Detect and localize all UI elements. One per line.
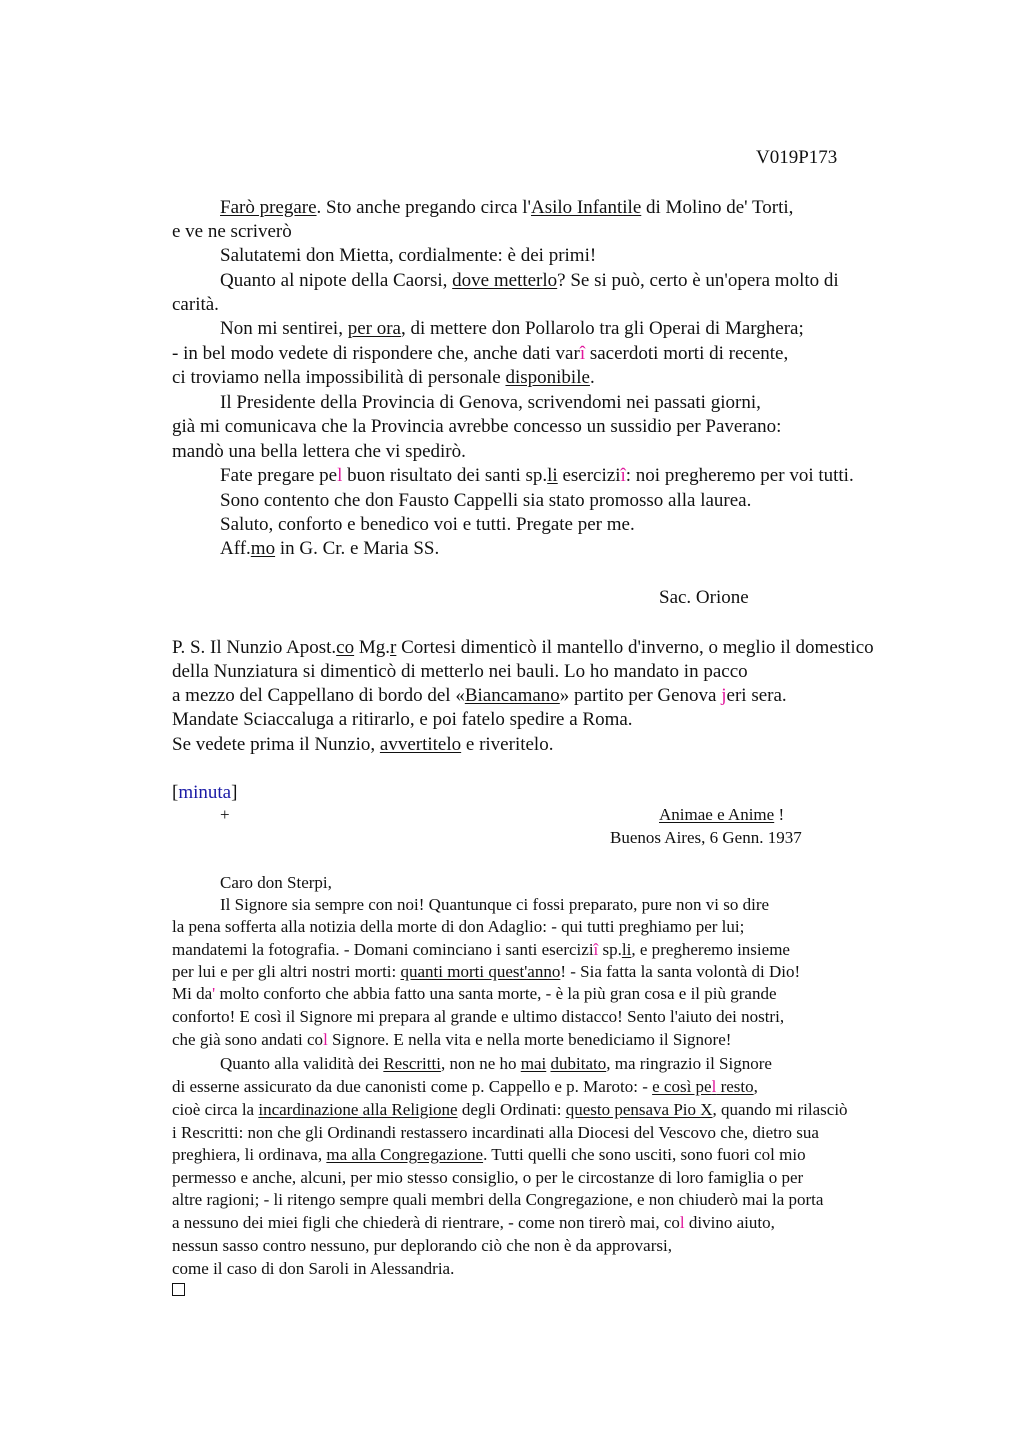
letter2-line: permesso e anche, alcuni, per mio stesso consiglio, o per le circostanze di loro famiglia o per (172, 1168, 804, 1187)
letter1-line: Farò pregare. Sto anche pregando circa l'Asilo Infantile di Molino de' Torti, (220, 197, 794, 218)
letter1-line: mandò una bella lettera che vi spedirò. (172, 441, 466, 462)
postscript-line: della Nunziatura si dimenticò di metterlo nei bauli. Lo ho mandato in pacco (172, 661, 748, 682)
letter1-line: già mi comunicava che la Provincia avrebbe concesso un sussidio per Paverano: (172, 416, 782, 437)
postscript-line: Mandate Sciaccaluga a ritirarlo, e poi fatelo spedire a Roma. (172, 709, 633, 730)
letter2-line: per lui e per gli altri nostri morti: quanti morti quest'anno! - Sia fatta la santa volontà di Dio! (172, 962, 801, 981)
letter1-line: Saluto, conforto e benedico voi e tutti. Pregate per me. (220, 514, 635, 535)
letter2-line: cioè circa la incardinazione alla Religione degli Ordinati: questo pensava Pio X, quando mi rilasciò (172, 1100, 848, 1119)
letter2-line: a nessuno dei miei figli che chiederà di rientrare, - come non tirerò mai, col divino aiuto, (172, 1213, 775, 1232)
letter2-line: come il caso di don Saroli in Alessandria. (172, 1259, 455, 1278)
editorial-mark: j (721, 685, 727, 706)
end-marker-box (172, 1283, 185, 1296)
letter2-line: conforto! E così il Signore mi prepara al grande e ultimo distacco! Sento l'aiuto dei nostri, (172, 1007, 785, 1026)
editorial-mark: l (323, 1030, 328, 1049)
page-reference-code: V019P173 (756, 147, 838, 168)
letter1-line: Quanto al nipote della Caorsi, dove metterlo? Se si può, certo è un'opera molto di (220, 270, 839, 291)
letter1-line: ci troviamo nella impossibilità di personale disponibile. (172, 367, 595, 388)
letter2-line: Il Signore sia sempre con noi! Quantunque ci fossi preparato, pure non vi so dire (220, 895, 770, 914)
minuta-tag: [minuta] (172, 782, 238, 803)
letter1-line: Sono contento che don Fausto Cappelli sia stato promosso alla laurea. (220, 490, 752, 511)
cross-symbol: + (220, 805, 230, 824)
editorial-mark: l (337, 465, 343, 486)
editorial-mark: l (679, 1213, 685, 1232)
letter2-line: nessun sasso contro nessuno, pur deplorando ciò che non è da approvarsi, (172, 1236, 672, 1255)
letter2-line: altre ragioni; - li ritengo sempre quali membri della Congregazione, e non chiuderò mai la porta (172, 1190, 824, 1209)
letter2-line: la pena sofferta alla notizia della morte di don Adaglio: - qui tutti preghiamo per lui; (172, 917, 745, 936)
postscript-line: a mezzo del Cappellano di bordo del «Biancamano» partito per Genova jeri sera. (172, 685, 787, 706)
postscript-line: Se vedete prima il Nunzio, avvertitelo e riveritelo. (172, 734, 554, 755)
motto: Animae e Anime ! (659, 805, 785, 824)
editorial-mark: î (620, 465, 626, 486)
letter1-line: - in bel modo vedete di rispondere che, anche dati varî sacerdoti morti di recente, (172, 343, 789, 364)
editorial-mark: î (579, 343, 586, 364)
signature: Sac. Orione (659, 587, 749, 608)
letter1-line: Non mi sentirei, per ora, di mettere don Pollarolo tra gli Operai di Marghera; (220, 318, 804, 339)
letter2-line: di esserne assicurato da due canonisti come p. Cappello e p. Maroto: - e così pel resto, (172, 1077, 758, 1096)
letter2-line: preghiera, li ordinava, ma alla Congregazione. Tutti quelli che sono usciti, sono fuori col mio (172, 1145, 806, 1164)
letter2-line: mandatemi la fotografia. - Domani cominciano i santi eserciziî sp.li, e pregheremo insieme (172, 940, 790, 959)
letter1-closing: Aff.mo in G. Cr. e Maria SS. (220, 538, 440, 559)
letter1-line: Salutatemi don Mietta, cordialmente: è dei primi! (220, 245, 597, 266)
letter1-line: Fate pregare pel buon risultato dei santi sp.li eserciziî: noi pregheremo per voi tutti. (220, 465, 854, 486)
letter2-line: Quanto alla validità dei Rescritti, non ne ho mai dubitato, ma ringrazio il Signore (220, 1054, 772, 1073)
letter2-line: che già sono andati col Signore. E nella vita e nella morte benediciamo il Signore! (172, 1030, 732, 1049)
salutation: Caro don Sterpi, (220, 873, 332, 892)
editorial-mark: î (593, 940, 599, 959)
letter1-line: carità. (172, 294, 219, 315)
editorial-mark: l (711, 1077, 717, 1096)
place-date: Buenos Aires, 6 Genn. 1937 (610, 828, 802, 847)
letter2-line: i Rescritti: non che gli Ordinandi restassero incardinati alla Diocesi del Vescovo che, dietro sua (172, 1123, 819, 1142)
letter2-line: Mi da' molto conforto che abbia fatto una santa morte, - è la più gran cosa e il più grande (172, 984, 777, 1003)
letter1-line: Il Presidente della Provincia di Genova, scrivendomi nei passati giorni, (220, 392, 761, 413)
editorial-mark: ' (212, 984, 216, 1003)
postscript-line: P. S. Il Nunzio Apost.co Mg.r Cortesi dimenticò il mantello d'inverno, o meglio il domestico (172, 637, 874, 658)
letter1-line: e ve ne scriverò (172, 221, 292, 242)
